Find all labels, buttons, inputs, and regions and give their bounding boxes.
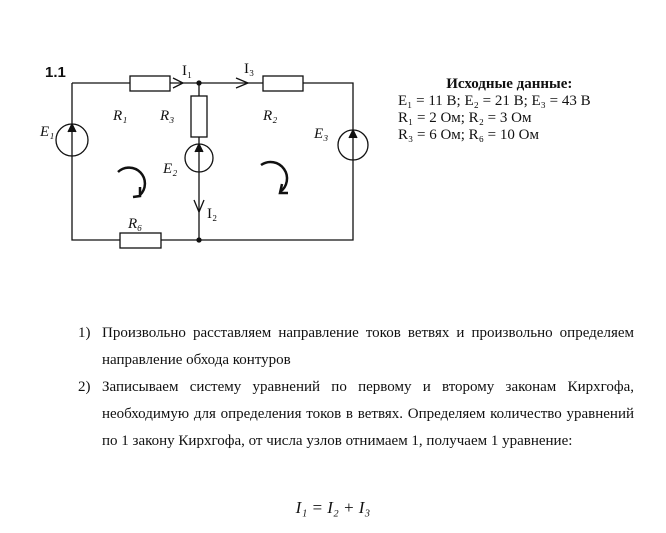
given-line: R₁ = 2 Ом; R₂ = 3 Ом xyxy=(398,110,532,126)
node-top xyxy=(197,81,201,85)
given-line: R₃ = 6 Ом; R₆ = 10 Ом xyxy=(398,127,539,143)
label-e2: E₂ xyxy=(163,161,178,177)
list-item xyxy=(78,320,634,374)
list-number: 2) xyxy=(78,379,91,395)
list-number: 1) xyxy=(78,325,91,341)
node-bottom xyxy=(197,238,201,242)
label-r3: R₃ xyxy=(160,108,175,124)
label-r2: R₂ xyxy=(263,108,278,124)
given-line: E₁ = 11 В; E₂ = 21 В; E₃ = 43 В xyxy=(398,93,591,109)
label-e3: E₃ xyxy=(314,126,329,142)
loop-arrow-left-icon xyxy=(118,168,145,197)
label-r6: R₆ xyxy=(128,216,143,232)
problem-number: 1.1 xyxy=(45,64,66,81)
given-heading: Исходные данные: xyxy=(446,76,573,92)
source-e3 xyxy=(338,130,368,160)
list-item xyxy=(78,374,634,455)
source-e1 xyxy=(56,124,88,156)
label-i2: I₂ xyxy=(207,206,218,222)
resistor-r6 xyxy=(120,233,161,248)
label-i3: I₃ xyxy=(244,61,255,77)
label-i1: I₁ xyxy=(182,63,193,79)
list-text: Записываем систему уравнений по первому и второму законам Кирхгофа, необходимую для определения токов в ветвях. Определяем количество уравнений по 1 закону Кирхгофа, от числа узлов отнимаем 1, получаем 1 уравнение: xyxy=(102,379,634,449)
formula: I₁ = I₂ + I₃ xyxy=(295,498,371,517)
resistor-r3 xyxy=(191,96,207,137)
resistor-r2 xyxy=(263,76,303,91)
given-data xyxy=(398,76,591,144)
resistor-r1 xyxy=(130,76,170,91)
steps-list xyxy=(78,320,634,455)
label-e1: E₁ xyxy=(40,124,55,140)
loop-arrow-right-icon xyxy=(261,162,288,193)
source-e2 xyxy=(185,144,213,172)
label-r1: R₁ xyxy=(113,108,128,124)
list-text: Произвольно расставляем направление токов ветвях и произвольно определяем направление обхода контуров xyxy=(102,325,634,368)
